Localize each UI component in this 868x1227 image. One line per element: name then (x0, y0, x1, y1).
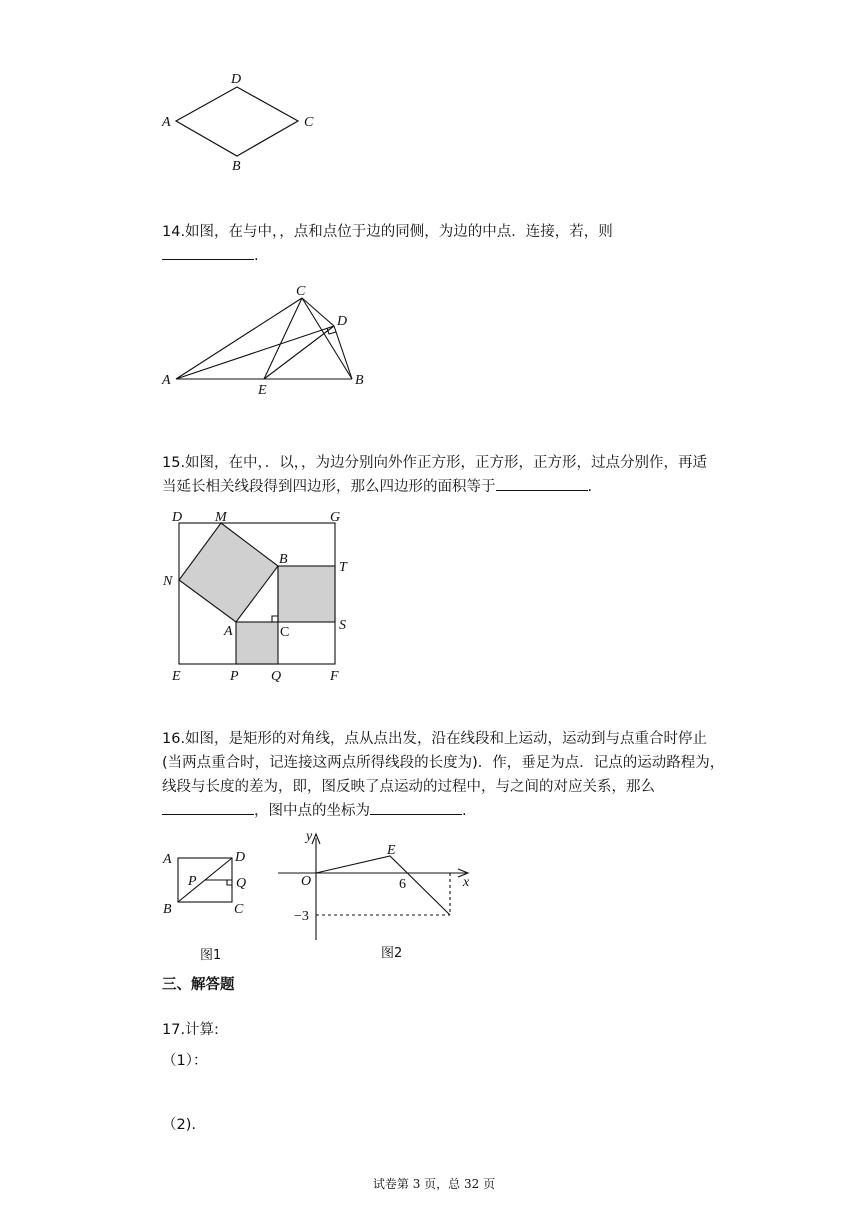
q16-fig2-caption: 图2 (381, 946, 403, 961)
q14-label-A: A (162, 373, 171, 388)
q15-label-P: P (230, 669, 239, 684)
q16-answer-blank-1[interactable] (162, 800, 254, 815)
q17-part1: （1）： (162, 1053, 208, 1069)
q14-text-line2 (162, 244, 259, 268)
q16-label-A: A (163, 852, 172, 867)
q14-label-C: C (296, 284, 306, 299)
label-A: A (162, 115, 171, 130)
rhombus-shape (176, 87, 298, 156)
q15-label-M: M (215, 510, 227, 525)
q16-label-6: 6 (399, 877, 406, 892)
q16-rectangle-figure (158, 845, 258, 917)
q16-label-x: x (463, 875, 470, 890)
q15-answer-blank[interactable] (496, 476, 588, 491)
q16-period: . (462, 803, 467, 819)
q14-label-E: E (258, 383, 267, 398)
q16-answer-blank-2[interactable] (370, 800, 462, 815)
q15-label-Q: Q (271, 669, 282, 684)
q16-label-C: C (234, 902, 244, 917)
q16-label-y: y (306, 829, 313, 844)
q15-label-A: A (224, 624, 233, 639)
section-heading: 三、解答题 (162, 977, 235, 993)
q15-label-B: B (279, 552, 288, 567)
q15-label-C: C (280, 625, 290, 640)
q14-triangle-figure (158, 283, 378, 398)
q15-label-E: E (172, 669, 181, 684)
q16-label-O: O (301, 874, 312, 889)
page-footer: 试卷第 3 页，总 32 页 (372, 1177, 496, 1191)
q15-label-T: T (339, 560, 347, 575)
q15-label-N: N (163, 574, 173, 589)
q16-fig1-caption: 图1 (200, 948, 222, 963)
q16-label-neg3: −3 (294, 909, 309, 924)
q16-label-B: B (163, 902, 172, 917)
q16-label-P: P (188, 874, 197, 889)
q16-text-line4-mid: ，图中点的坐标为 (254, 803, 370, 819)
label-B: B (232, 159, 241, 174)
q15-text-line1: 15.如图，在中，．以，，为边分别向外作正方形，正方形，正方形，过点分别作，再适 (162, 455, 708, 471)
q16-label-E: E (387, 843, 396, 858)
q14-text-line1: 14.如图，在与中，，点和点位于边的同侧，为边的中点．连接，若，则 (162, 224, 613, 240)
q15-label-D: D (172, 510, 183, 525)
q15-label-S: S (339, 618, 346, 633)
q15-period: . (587, 479, 593, 495)
label-C: C (304, 115, 314, 130)
q16-label-Q: Q (236, 876, 247, 891)
q16-text-line2: (当两点重合时，记连接这两点所得线段的长度为)．作，垂足为点．记点的运动路程为， (162, 755, 725, 771)
q14-answer-blank[interactable] (162, 245, 254, 260)
q17-part2: （2). (162, 1117, 196, 1133)
q15-text-line2 (162, 475, 592, 499)
q16-label-D: D (235, 850, 246, 865)
q15-label-G: G (330, 510, 341, 525)
q14-period: . (254, 248, 259, 264)
q16-text-line3: 线段与长度的差为，即，图反映了点运动的过程中，与之间的对应关系，那么 (162, 779, 655, 795)
q16-text-line4 (162, 799, 467, 823)
q15-label-F: F (330, 669, 339, 684)
q15-text-line2-body: 当延长相关线段得到四边形，那么四边形的面积等于 (162, 479, 496, 495)
q15-squares-figure (158, 505, 358, 687)
q16-text-line1: 16.如图，是矩形的对角线，点从点出发，沿在线段和上运动，运动到与点重合时停止 (162, 731, 708, 747)
q14-label-B: B (355, 373, 364, 388)
q17-title: 17.计算: (162, 1022, 219, 1038)
q16-graph-figure (278, 826, 478, 942)
q14-label-D: D (337, 314, 348, 329)
rhombus-figure (160, 68, 330, 178)
label-D: D (231, 72, 242, 87)
